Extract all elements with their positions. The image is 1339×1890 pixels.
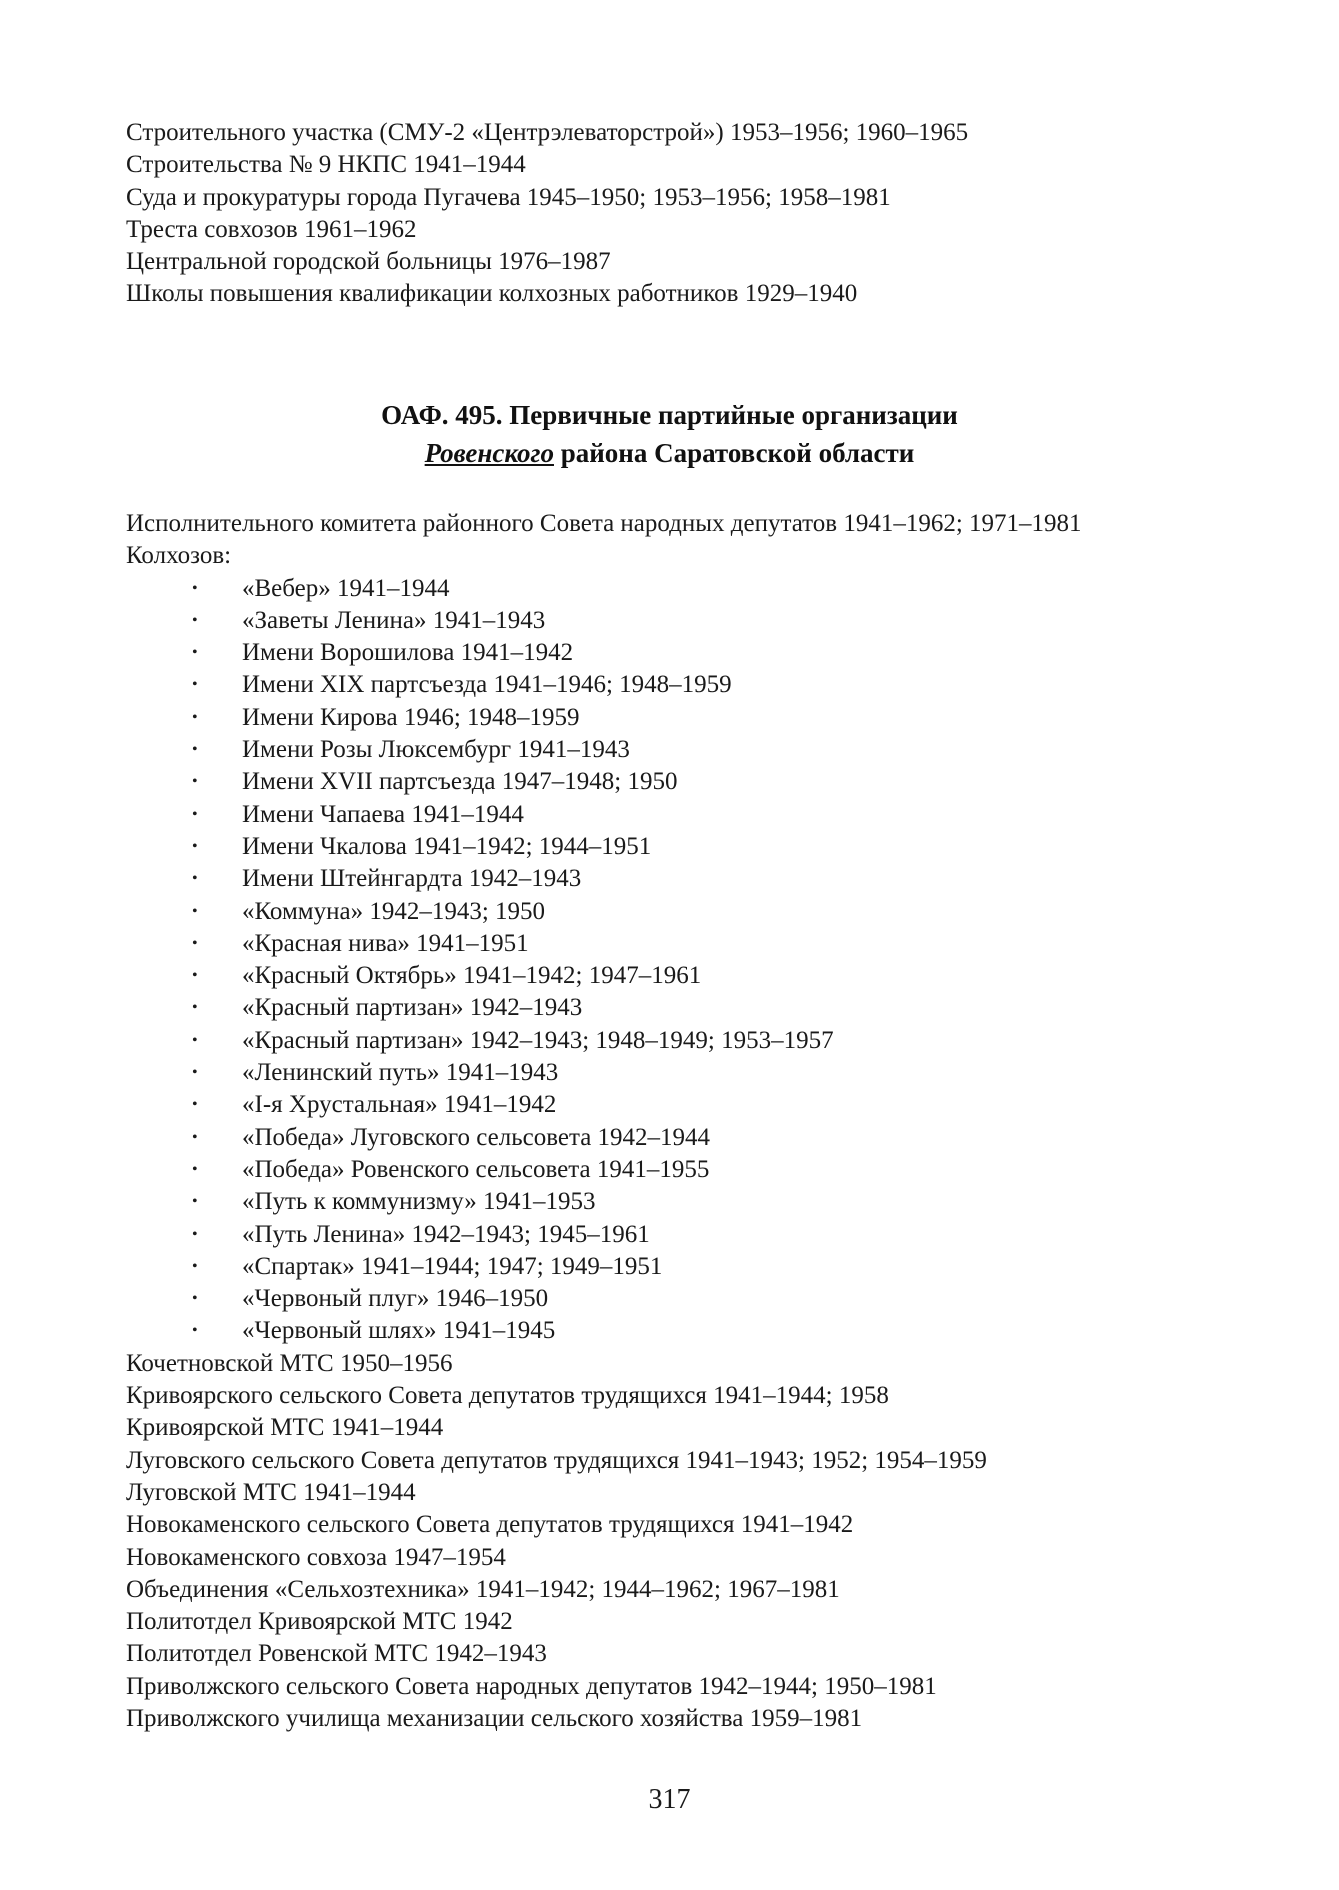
list-item: Приволжского сельского Совета народных депутатов 1942–1944; 1950–1981 (126, 1672, 937, 1700)
bullet-icon: • (192, 902, 198, 920)
bullet-icon: • (192, 1096, 198, 1114)
bullet-icon: • (192, 1225, 198, 1243)
list-item: Кривоярской МТС 1941–1944 (126, 1414, 444, 1442)
kolkhoz-name: «I-я Хрустальная» 1941–1942 (242, 1091, 557, 1119)
bullet-icon: • (192, 1128, 198, 1146)
top-entries-list (126, 117, 1226, 311)
kolkhoz-list-item (126, 766, 1226, 798)
list-item: Строительства № 9 НКПС 1941–1944 (126, 151, 526, 179)
heading-line-2-rest: района Саратовской области (553, 438, 915, 468)
kolkhoz-name: «Путь к коммунизму» 1941–1953 (242, 1188, 596, 1216)
bullet-icon: • (192, 1160, 198, 1178)
kolkhoz-name: «Червоный шлях» 1941–1945 (242, 1317, 556, 1345)
kolkhoz-name: Имени Розы Люксембург 1941–1943 (242, 736, 630, 764)
list-item: Новокаменского совхоза 1947–1954 (126, 1543, 506, 1571)
page-number: 317 (648, 1784, 691, 1815)
bullet-icon: • (192, 1193, 198, 1211)
bullet-icon: • (192, 579, 198, 597)
kolkhoz-name: Имени XVII партсъезда 1947–1948; 1950 (242, 768, 678, 796)
list-item: Школы повышения квалификации колхозных работников 1929–1940 (126, 280, 858, 308)
kolkhoz-name: Имени Чкалова 1941–1942; 1944–1951 (242, 832, 652, 860)
kolkhoz-list-item (126, 573, 1226, 605)
bullet-icon: • (192, 999, 198, 1017)
bottom-entries-list (126, 1348, 1226, 1736)
kolkhoz-name: Имени Ворошилова 1941–1942 (242, 639, 574, 667)
list-item: Луговской МТС 1941–1944 (126, 1478, 416, 1506)
kolkhoz-list-item (126, 1315, 1226, 1347)
kolkhoz-name: «Ленинский путь» 1941–1943 (242, 1059, 559, 1087)
kolkhoz-name: «Красный Октябрь» 1941–1942; 1947–1961 (242, 962, 702, 990)
bullet-icon: • (192, 1322, 198, 1340)
heading-line-1: ОАФ. 495. Первичные партийные организации (381, 400, 958, 430)
intro-line: Исполнительного комитета районного Совета народных депутатов 1941–1962; 1971–1981 (126, 510, 1082, 537)
kolkhoz-name: «Червоный плуг» 1946–1950 (242, 1285, 549, 1313)
list-item: Объединения «Сельхозтехника» 1941–1942; 1944–1962; 1967–1981 (126, 1575, 840, 1603)
bullet-icon: • (192, 676, 198, 694)
heading-underlined-word: Ровенского (424, 438, 554, 468)
kolkhoz-list-item (126, 702, 1226, 734)
kolkhoz-name: Имени Штейнгардта 1942–1943 (242, 865, 582, 893)
kolkhoz-name: Имени Кирова 1946; 1948–1959 (242, 703, 580, 731)
kolkhoz-list-item (126, 1089, 1226, 1121)
list-item: Приволжского училища механизации сельского хозяйства 1959–1981 (126, 1704, 863, 1732)
kolkhoz-name: «Победа» Ровенского сельсовета 1941–1955 (242, 1155, 710, 1183)
kolkhoz-list-item (126, 992, 1226, 1024)
kolkhoz-name: «Спартак» 1941–1944; 1947; 1949–1951 (242, 1252, 663, 1280)
bullet-icon: • (192, 773, 198, 791)
kolkhoz-list-item (126, 1154, 1226, 1186)
main-entries (126, 508, 1226, 1735)
list-item: Суда и прокуратуры города Пугачева 1945–1950; 1953–1956; 1958–1981 (126, 183, 891, 211)
heading-line-2 (0, 434, 1339, 472)
list-item: Политотдел Кривоярской МТС 1942 (126, 1608, 513, 1636)
bullet-icon: • (192, 1031, 198, 1049)
kolkhoz-list-item (126, 734, 1226, 766)
kolkhoz-name: «Вебер» 1941–1944 (242, 574, 450, 602)
bullet-icon: • (192, 1290, 198, 1308)
list-item: Кривоярского сельского Совета депутатов трудящихся 1941–1944; 1958 (126, 1382, 889, 1410)
bullet-icon: • (192, 870, 198, 888)
bullet-icon: • (192, 967, 198, 985)
bullet-icon: • (192, 644, 198, 662)
kolkhoz-list-item (126, 1057, 1226, 1089)
section-heading (0, 396, 1339, 472)
kolkhoz-name: «Заветы Ленина» 1941–1943 (242, 606, 546, 634)
bullet-icon: • (192, 611, 198, 629)
kolkhoz-list-item (126, 960, 1226, 992)
kolkhoz-list-item (126, 896, 1226, 928)
kolkhoz-list-item (126, 669, 1226, 701)
kolkhoz-name: «Коммуна» 1942–1943; 1950 (242, 897, 546, 925)
list-item: Центральной городской больницы 1976–1987 (126, 248, 611, 276)
kolkhoz-list-item (126, 1283, 1226, 1315)
bullet-icon: • (192, 1257, 198, 1275)
bullet-icon: • (192, 708, 198, 726)
list-item: Луговского сельского Совета депутатов трудящихся 1941–1943; 1952; 1954–1959 (126, 1446, 987, 1474)
kolkhoz-list-item (126, 1186, 1226, 1218)
kolkhoz-list-item (126, 1025, 1226, 1057)
kolkhoz-name: «Путь Ленина» 1942–1943; 1945–1961 (242, 1220, 650, 1248)
kolkhoz-list-item (126, 831, 1226, 863)
list-item: Новокаменского сельского Совета депутатов трудящихся 1941–1942 (126, 1511, 854, 1539)
bullet-icon: • (192, 805, 198, 823)
kolkhoz-list-item (126, 1219, 1226, 1251)
kolkhoz-name: «Победа» Луговского сельсовета 1942–1944 (242, 1123, 711, 1151)
list-item: Кочетновской МТС 1950–1956 (126, 1349, 453, 1377)
kolkhoz-name: Имени XIX партсъезда 1941–1946; 1948–1959 (242, 671, 732, 699)
bullet-icon: • (192, 1064, 198, 1082)
list-item: Строительного участка (СМУ-2 «Центрэлеваторстрой») 1953–1956; 1960–1965 (126, 119, 969, 146)
list-item: Политотдел Ровенской МТС 1942–1943 (126, 1640, 547, 1668)
kolkhoz-bullet-list (126, 573, 1226, 1348)
kolkhoz-list-item (126, 605, 1226, 637)
kolkhoz-list-item (126, 799, 1226, 831)
bullet-icon: • (192, 934, 198, 952)
kolkhoz-name: Имени Чапаева 1941–1944 (242, 800, 524, 828)
kolkhozes-label: Колхозов: (126, 542, 232, 570)
bullet-icon: • (192, 837, 198, 855)
kolkhoz-list-item (126, 637, 1226, 669)
kolkhoz-name: «Красный партизан» 1942–1943; 1948–1949; 1953–1957 (242, 1026, 834, 1054)
list-item: Треста совхозов 1961–1962 (126, 215, 417, 243)
kolkhoz-name: «Красный партизан» 1942–1943 (242, 994, 583, 1022)
kolkhoz-list-item (126, 863, 1226, 895)
kolkhoz-list-item (126, 928, 1226, 960)
bullet-icon: • (192, 741, 198, 759)
kolkhoz-name: «Красная нива» 1941–1951 (242, 929, 529, 957)
kolkhoz-list-item (126, 1251, 1226, 1283)
kolkhoz-list-item (126, 1122, 1226, 1154)
